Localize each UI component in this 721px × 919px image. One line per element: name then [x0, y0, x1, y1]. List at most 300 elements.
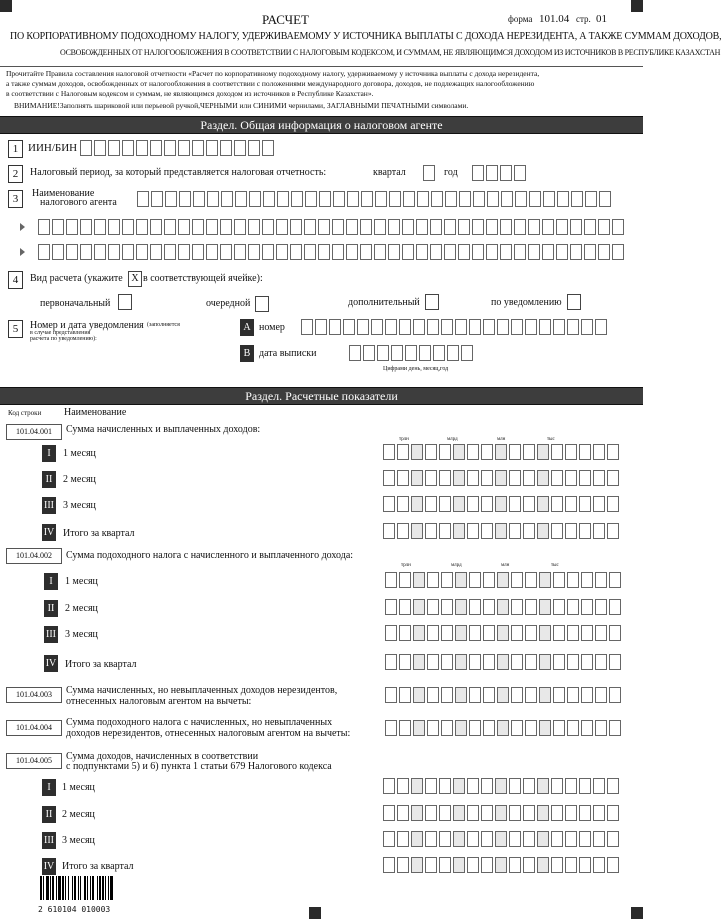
input-cell[interactable] — [262, 244, 274, 260]
input-cell[interactable] — [523, 496, 535, 512]
input-cell[interactable] — [80, 140, 92, 156]
input-cell[interactable] — [609, 654, 621, 670]
input-cell[interactable] — [444, 219, 456, 235]
input-cell[interactable] — [333, 191, 345, 207]
input-cell[interactable] — [193, 191, 205, 207]
input-cell[interactable] — [383, 470, 395, 486]
agent-name-row-2[interactable] — [38, 219, 626, 235]
input-cell[interactable] — [347, 191, 359, 207]
input-cell[interactable] — [192, 219, 204, 235]
input-cell[interactable] — [178, 244, 190, 260]
input-cell[interactable] — [453, 444, 465, 460]
input-cell[interactable] — [570, 219, 582, 235]
input-cell[interactable] — [565, 831, 577, 847]
input-cell[interactable] — [593, 805, 605, 821]
input-cell[interactable] — [593, 470, 605, 486]
amount-cells[interactable] — [385, 599, 623, 615]
opt-regular-checkbox[interactable] — [255, 296, 269, 312]
input-cell[interactable] — [472, 219, 484, 235]
input-cell[interactable] — [179, 191, 191, 207]
input-cell[interactable] — [411, 857, 423, 873]
opt-additional-checkbox[interactable] — [425, 294, 439, 310]
input-cell[interactable] — [423, 165, 435, 181]
input-cell[interactable] — [553, 687, 565, 703]
input-cell[interactable] — [525, 720, 537, 736]
input-cell[interactable] — [481, 470, 493, 486]
input-cell[interactable] — [411, 778, 423, 794]
input-cell[interactable] — [441, 319, 453, 335]
input-cell[interactable] — [262, 140, 274, 156]
input-cell[interactable] — [38, 244, 50, 260]
input-cell[interactable] — [472, 244, 484, 260]
input-cell[interactable] — [553, 654, 565, 670]
input-cell[interactable] — [529, 191, 541, 207]
input-cell[interactable] — [525, 687, 537, 703]
input-cell[interactable] — [556, 219, 568, 235]
input-cell[interactable] — [557, 191, 569, 207]
input-cell[interactable] — [467, 523, 479, 539]
input-cell[interactable] — [411, 831, 423, 847]
input-cell[interactable] — [385, 625, 397, 641]
input-cell[interactable] — [453, 470, 465, 486]
input-cell[interactable] — [439, 778, 451, 794]
input-cell[interactable] — [515, 191, 527, 207]
input-cell[interactable] — [612, 219, 624, 235]
input-cell[interactable] — [542, 219, 554, 235]
input-cell[interactable] — [495, 444, 507, 460]
input-cell[interactable] — [178, 140, 190, 156]
quarter-cell[interactable] — [423, 165, 437, 181]
input-cell[interactable] — [469, 654, 481, 670]
input-cell[interactable] — [427, 687, 439, 703]
input-cell[interactable] — [467, 470, 479, 486]
input-cell[interactable] — [383, 496, 395, 512]
input-cell[interactable] — [523, 778, 535, 794]
input-cell[interactable] — [565, 470, 577, 486]
input-cell[interactable] — [497, 625, 509, 641]
input-cell[interactable] — [565, 444, 577, 460]
amount-cells[interactable] — [385, 625, 623, 641]
input-cell[interactable] — [137, 191, 149, 207]
input-cell[interactable] — [551, 444, 563, 460]
input-cell[interactable] — [473, 191, 485, 207]
input-cell[interactable] — [579, 523, 591, 539]
input-cell[interactable] — [417, 191, 429, 207]
input-cell[interactable] — [391, 345, 403, 361]
input-cell[interactable] — [360, 219, 372, 235]
input-cell[interactable] — [495, 831, 507, 847]
input-cell[interactable] — [537, 444, 549, 460]
input-cell[interactable] — [455, 599, 467, 615]
input-cell[interactable] — [383, 805, 395, 821]
input-cell[interactable] — [383, 778, 395, 794]
input-cell[interactable] — [537, 523, 549, 539]
input-cell[interactable] — [164, 140, 176, 156]
input-cell[interactable] — [593, 831, 605, 847]
amount-cells[interactable] — [383, 831, 621, 847]
amount-cells[interactable] — [385, 720, 623, 736]
input-cell[interactable] — [136, 140, 148, 156]
input-cell[interactable] — [567, 625, 579, 641]
input-cell[interactable] — [439, 496, 451, 512]
amount-cells[interactable] — [385, 654, 623, 670]
input-cell[interactable] — [122, 140, 134, 156]
input-cell[interactable] — [234, 140, 246, 156]
input-cell[interactable] — [581, 319, 593, 335]
input-cell[interactable] — [377, 345, 389, 361]
input-cell[interactable] — [595, 319, 607, 335]
amount-cells[interactable] — [383, 805, 621, 821]
input-cell[interactable] — [579, 831, 591, 847]
input-cell[interactable] — [220, 244, 232, 260]
input-cell[interactable] — [593, 496, 605, 512]
input-cell[interactable] — [509, 805, 521, 821]
input-cell[interactable] — [599, 191, 611, 207]
input-cell[interactable] — [441, 599, 453, 615]
input-cell[interactable] — [483, 319, 495, 335]
input-cell[interactable] — [567, 687, 579, 703]
amount-cells[interactable] — [385, 572, 623, 588]
input-cell[interactable] — [551, 496, 563, 512]
input-cell[interactable] — [509, 523, 521, 539]
input-cell[interactable] — [136, 244, 148, 260]
input-cell[interactable] — [487, 191, 499, 207]
input-cell[interactable] — [495, 523, 507, 539]
input-cell[interactable] — [523, 470, 535, 486]
input-cell[interactable] — [431, 191, 443, 207]
amount-cells[interactable] — [385, 687, 623, 703]
input-cell[interactable] — [441, 720, 453, 736]
input-cell[interactable] — [455, 654, 467, 670]
input-cell[interactable] — [399, 654, 411, 670]
input-cell[interactable] — [539, 319, 551, 335]
input-cell[interactable] — [469, 319, 481, 335]
input-cell[interactable] — [455, 572, 467, 588]
input-cell[interactable] — [291, 191, 303, 207]
input-cell[interactable] — [553, 720, 565, 736]
input-cell[interactable] — [397, 805, 409, 821]
input-cell[interactable] — [483, 654, 495, 670]
input-cell[interactable] — [539, 572, 551, 588]
input-cell[interactable] — [461, 345, 473, 361]
input-cell[interactable] — [360, 244, 372, 260]
input-cell[interactable] — [539, 599, 551, 615]
input-cell[interactable] — [385, 572, 397, 588]
input-cell[interactable] — [467, 496, 479, 512]
input-cell[interactable] — [374, 244, 386, 260]
input-cell[interactable] — [455, 319, 467, 335]
input-cell[interactable] — [206, 244, 218, 260]
input-cell[interactable] — [509, 778, 521, 794]
input-cell[interactable] — [192, 244, 204, 260]
input-cell[interactable] — [523, 805, 535, 821]
input-cell[interactable] — [509, 831, 521, 847]
input-cell[interactable] — [565, 805, 577, 821]
input-cell[interactable] — [413, 625, 425, 641]
input-cell[interactable] — [486, 244, 498, 260]
input-cell[interactable] — [553, 319, 565, 335]
input-cell[interactable] — [467, 778, 479, 794]
input-cell[interactable] — [276, 219, 288, 235]
input-cell[interactable] — [593, 778, 605, 794]
input-cell[interactable] — [399, 720, 411, 736]
amount-cells[interactable] — [383, 523, 621, 539]
input-cell[interactable] — [329, 319, 341, 335]
input-cell[interactable] — [567, 319, 579, 335]
amount-cells[interactable] — [383, 496, 621, 512]
input-cell[interactable] — [276, 244, 288, 260]
input-cell[interactable] — [525, 654, 537, 670]
input-cell[interactable] — [385, 599, 397, 615]
input-cell[interactable] — [595, 572, 607, 588]
input-cell[interactable] — [52, 244, 64, 260]
input-cell[interactable] — [248, 219, 260, 235]
input-cell[interactable] — [581, 654, 593, 670]
input-cell[interactable] — [425, 831, 437, 847]
input-cell[interactable] — [481, 778, 493, 794]
input-cell[interactable] — [537, 857, 549, 873]
input-cell[interactable] — [220, 140, 232, 156]
input-cell[interactable] — [411, 470, 423, 486]
input-cell[interactable] — [441, 625, 453, 641]
input-cell[interactable] — [361, 191, 373, 207]
input-cell[interactable] — [537, 496, 549, 512]
input-cell[interactable] — [607, 805, 619, 821]
input-cell[interactable] — [500, 165, 512, 181]
input-cell[interactable] — [579, 444, 591, 460]
input-cell[interactable] — [481, 444, 493, 460]
input-cell[interactable] — [425, 523, 437, 539]
input-cell[interactable] — [425, 805, 437, 821]
input-cell[interactable] — [413, 654, 425, 670]
input-cell[interactable] — [537, 831, 549, 847]
input-cell[interactable] — [497, 599, 509, 615]
input-cell[interactable] — [402, 244, 414, 260]
input-cell[interactable] — [551, 778, 563, 794]
input-cell[interactable] — [584, 219, 596, 235]
input-cell[interactable] — [514, 244, 526, 260]
input-cell[interactable] — [607, 470, 619, 486]
input-cell[interactable] — [481, 805, 493, 821]
input-cell[interactable] — [220, 219, 232, 235]
input-cell[interactable] — [399, 599, 411, 615]
input-cell[interactable] — [459, 191, 471, 207]
input-cell[interactable] — [528, 219, 540, 235]
input-cell[interactable] — [405, 345, 417, 361]
input-cell[interactable] — [579, 857, 591, 873]
input-cell[interactable] — [383, 523, 395, 539]
input-cell[interactable] — [397, 470, 409, 486]
input-cell[interactable] — [497, 319, 509, 335]
input-cell[interactable] — [607, 496, 619, 512]
input-cell[interactable] — [565, 496, 577, 512]
input-cell[interactable] — [315, 319, 327, 335]
input-cell[interactable] — [469, 720, 481, 736]
input-cell[interactable] — [551, 857, 563, 873]
input-cell[interactable] — [411, 805, 423, 821]
input-cell[interactable] — [52, 219, 64, 235]
input-cell[interactable] — [399, 319, 411, 335]
input-cell[interactable] — [607, 778, 619, 794]
input-cell[interactable] — [403, 191, 415, 207]
input-cell[interactable] — [207, 191, 219, 207]
input-cell[interactable] — [523, 523, 535, 539]
input-cell[interactable] — [399, 625, 411, 641]
input-cell[interactable] — [136, 219, 148, 235]
input-cell[interactable] — [439, 831, 451, 847]
input-cell[interactable] — [598, 244, 610, 260]
input-cell[interactable] — [290, 244, 302, 260]
input-cell[interactable] — [593, 444, 605, 460]
input-cell[interactable] — [383, 444, 395, 460]
input-cell[interactable] — [483, 625, 495, 641]
input-cell[interactable] — [497, 687, 509, 703]
input-cell[interactable] — [551, 805, 563, 821]
input-cell[interactable] — [383, 857, 395, 873]
input-cell[interactable] — [495, 496, 507, 512]
input-cell[interactable] — [453, 496, 465, 512]
input-cell[interactable] — [481, 523, 493, 539]
amount-cells[interactable] — [383, 778, 621, 794]
input-cell[interactable] — [427, 319, 439, 335]
input-cell[interactable] — [483, 572, 495, 588]
input-cell[interactable] — [234, 219, 246, 235]
input-cell[interactable] — [497, 720, 509, 736]
input-cell[interactable] — [525, 599, 537, 615]
input-cell[interactable] — [439, 523, 451, 539]
input-cell[interactable] — [595, 720, 607, 736]
input-cell[interactable] — [385, 319, 397, 335]
input-cell[interactable] — [571, 191, 583, 207]
input-cell[interactable] — [413, 687, 425, 703]
input-cell[interactable] — [469, 625, 481, 641]
input-cell[interactable] — [416, 244, 428, 260]
input-cell[interactable] — [543, 191, 555, 207]
input-cell[interactable] — [511, 599, 523, 615]
input-cell[interactable] — [385, 654, 397, 670]
input-cell[interactable] — [38, 219, 50, 235]
input-cell[interactable] — [539, 625, 551, 641]
input-cell[interactable] — [486, 165, 498, 181]
input-cell[interactable] — [514, 165, 526, 181]
input-cell[interactable] — [427, 599, 439, 615]
input-cell[interactable] — [235, 191, 247, 207]
input-cell[interactable] — [523, 444, 535, 460]
input-cell[interactable] — [385, 687, 397, 703]
iin-cells[interactable] — [80, 140, 276, 156]
input-cell[interactable] — [609, 687, 621, 703]
input-cell[interactable] — [579, 805, 591, 821]
opt-notice-checkbox[interactable] — [567, 294, 581, 310]
input-cell[interactable] — [509, 496, 521, 512]
input-cell[interactable] — [441, 654, 453, 670]
input-cell[interactable] — [567, 572, 579, 588]
input-cell[interactable] — [511, 654, 523, 670]
input-cell[interactable] — [483, 599, 495, 615]
input-cell[interactable] — [108, 219, 120, 235]
input-cell[interactable] — [500, 219, 512, 235]
input-cell[interactable] — [318, 244, 330, 260]
input-cell[interactable] — [192, 140, 204, 156]
input-cell[interactable] — [453, 523, 465, 539]
input-cell[interactable] — [612, 244, 624, 260]
input-cell[interactable] — [593, 857, 605, 873]
input-cell[interactable] — [523, 831, 535, 847]
input-cell[interactable] — [439, 470, 451, 486]
input-cell[interactable] — [248, 244, 260, 260]
input-cell[interactable] — [346, 244, 358, 260]
input-cell[interactable] — [495, 470, 507, 486]
input-cell[interactable] — [343, 319, 355, 335]
amount-cells[interactable] — [383, 857, 621, 873]
input-cell[interactable] — [411, 523, 423, 539]
input-cell[interactable] — [427, 625, 439, 641]
input-cell[interactable] — [397, 857, 409, 873]
input-cell[interactable] — [607, 831, 619, 847]
amount-cells[interactable] — [383, 444, 621, 460]
input-cell[interactable] — [151, 191, 163, 207]
input-cell[interactable] — [455, 625, 467, 641]
notice-date-cells[interactable] — [349, 345, 475, 361]
input-cell[interactable] — [525, 572, 537, 588]
year-cells[interactable] — [472, 165, 528, 181]
input-cell[interactable] — [553, 599, 565, 615]
amount-cells[interactable] — [383, 470, 621, 486]
input-cell[interactable] — [444, 244, 456, 260]
input-cell[interactable] — [332, 244, 344, 260]
input-cell[interactable] — [397, 523, 409, 539]
input-cell[interactable] — [511, 572, 523, 588]
input-cell[interactable] — [290, 219, 302, 235]
input-cell[interactable] — [593, 523, 605, 539]
input-cell[interactable] — [413, 599, 425, 615]
input-cell[interactable] — [565, 857, 577, 873]
input-cell[interactable] — [472, 165, 484, 181]
input-cell[interactable] — [525, 625, 537, 641]
input-cell[interactable] — [581, 625, 593, 641]
input-cell[interactable] — [441, 572, 453, 588]
input-cell[interactable] — [607, 523, 619, 539]
input-cell[interactable] — [447, 345, 459, 361]
input-cell[interactable] — [430, 244, 442, 260]
input-cell[interactable] — [66, 244, 78, 260]
input-cell[interactable] — [539, 654, 551, 670]
input-cell[interactable] — [567, 599, 579, 615]
input-cell[interactable] — [607, 857, 619, 873]
agent-name-row-1[interactable] — [137, 191, 613, 207]
input-cell[interactable] — [581, 599, 593, 615]
input-cell[interactable] — [501, 191, 513, 207]
input-cell[interactable] — [439, 805, 451, 821]
input-cell[interactable] — [537, 470, 549, 486]
input-cell[interactable] — [551, 523, 563, 539]
input-cell[interactable] — [425, 778, 437, 794]
input-cell[interactable] — [598, 219, 610, 235]
input-cell[interactable] — [248, 140, 260, 156]
input-cell[interactable] — [579, 778, 591, 794]
input-cell[interactable] — [363, 345, 375, 361]
input-cell[interactable] — [509, 444, 521, 460]
input-cell[interactable] — [397, 496, 409, 512]
input-cell[interactable] — [539, 720, 551, 736]
agent-name-row-3[interactable] — [38, 244, 626, 260]
input-cell[interactable] — [411, 444, 423, 460]
input-cell[interactable] — [595, 599, 607, 615]
input-cell[interactable] — [108, 140, 120, 156]
input-cell[interactable] — [481, 831, 493, 847]
input-cell[interactable] — [430, 219, 442, 235]
input-cell[interactable] — [511, 625, 523, 641]
